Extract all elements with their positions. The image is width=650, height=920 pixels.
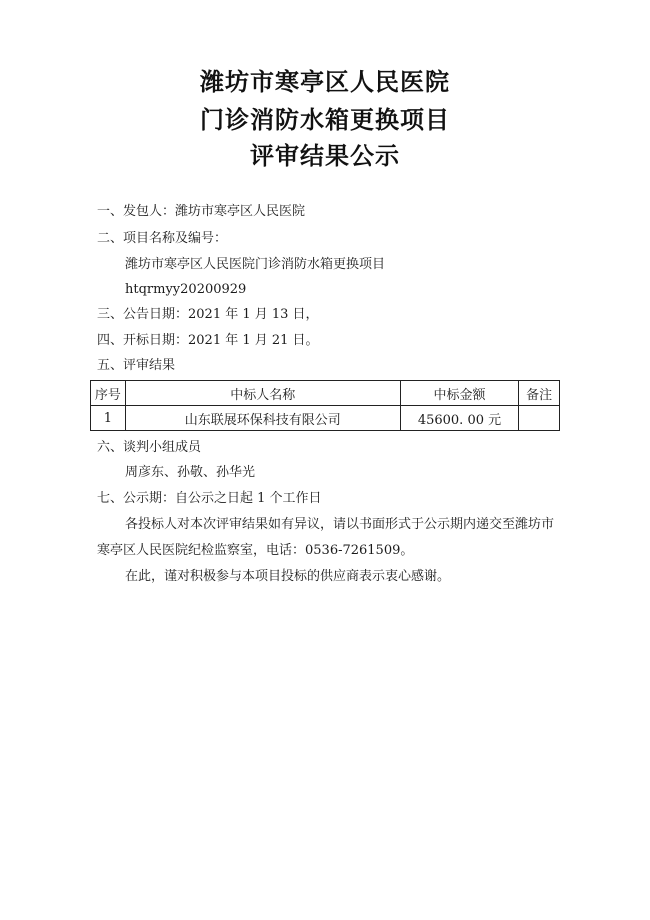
objection-paragraph-line-1: 各投标人对本次评审结果如有异议，请以书面形式于公示期内递交至潍坊市: [125, 517, 555, 532]
section-bid-open-date: 四、开标日期：2021 年 1 月 21 日。: [97, 333, 319, 348]
cell-amount: 45600. 00 元: [400, 406, 518, 431]
project-code: htqrmyy20200929: [125, 282, 247, 297]
table-row: [91, 406, 560, 431]
title-line-2: 门诊消防水箱更换项目: [200, 106, 450, 134]
thanks-paragraph: 在此，谨对积极参与本项目投标的供应商表示衷心感谢。: [125, 569, 451, 584]
title-line-1: 潍坊市寒亭区人民医院: [200, 68, 450, 96]
cell-remark: [519, 406, 560, 431]
section-review-result: 五、评审结果: [97, 358, 176, 373]
header-amount: 中标金额: [400, 381, 518, 406]
header-remark: 备注: [519, 381, 560, 406]
cell-serial: 1: [91, 406, 126, 431]
title-line-3: 评审结果公示: [250, 142, 400, 170]
section-project-heading: 二、项目名称及编号：: [97, 231, 228, 246]
section-panel-members: 六、谈判小组成员: [97, 440, 202, 455]
section-employer: 一、发包人：潍坊市寒亭区人民医院: [97, 204, 306, 219]
result-table: [90, 380, 560, 431]
section-announce-date: 三、公告日期：2021 年 1 月 13 日，: [97, 307, 319, 322]
objection-paragraph-line-2: 寒亭区人民医院纪检监察室，电话：0536-7261509。: [97, 543, 414, 558]
project-name: 潍坊市寒亭区人民医院门诊消防水箱更换项目: [125, 257, 386, 272]
header-serial: 序号: [91, 381, 126, 406]
table-header-row: [91, 381, 560, 406]
section-publicity-period: 七、公示期：自公示之日起 1 个工作日: [97, 491, 322, 506]
cell-winner-name: 山东联展环保科技有限公司: [125, 406, 400, 431]
header-winner-name: 中标人名称: [125, 381, 400, 406]
panel-members: 周彦东、孙敬、孙华光: [125, 465, 256, 480]
